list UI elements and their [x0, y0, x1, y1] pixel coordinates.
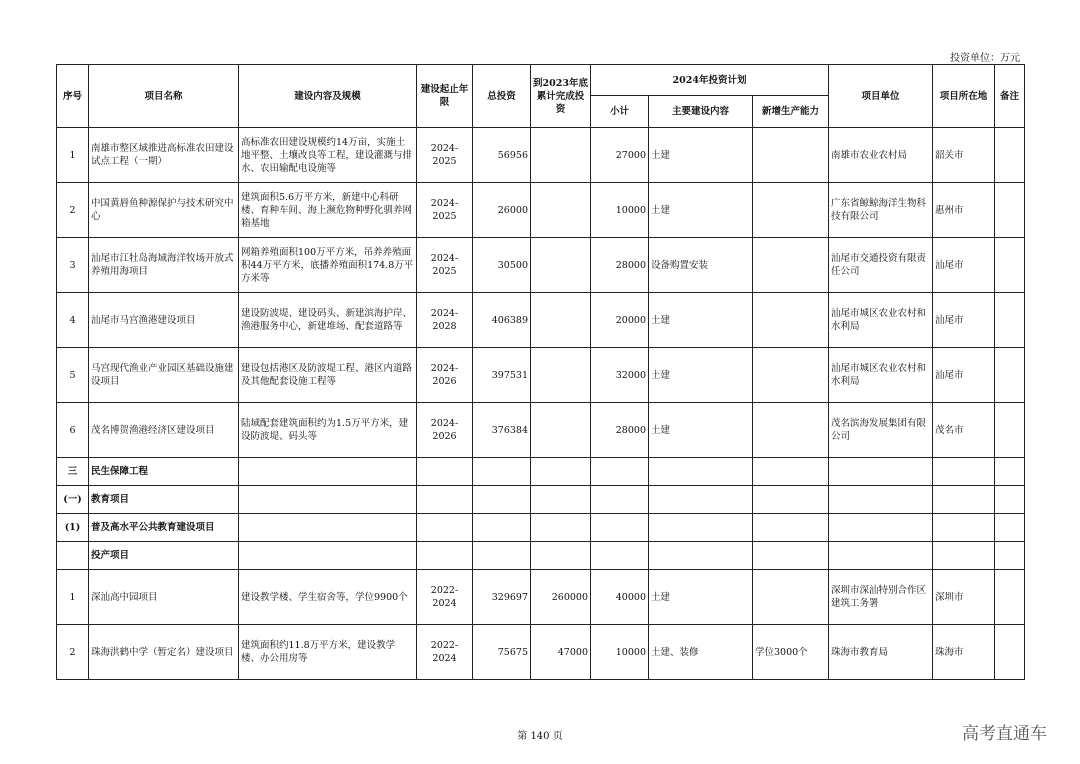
cell-note	[995, 403, 1025, 458]
page-number: 第 140 页	[517, 731, 563, 742]
section-name: 民生保障工程	[89, 458, 239, 486]
cell-location: 珠海市	[933, 625, 995, 680]
cell-seq: 2	[57, 625, 89, 680]
section-name: 普及高水平公共教育建设项目	[89, 514, 239, 542]
cell-main-content: 土建	[649, 570, 753, 625]
cell-content: 建筑面积5.6万平方米，新建中心科研楼、育种车间、海上濒危物种野化驯养网箱基地	[239, 183, 417, 238]
cell-capacity: 学位3000个	[753, 625, 829, 680]
cell-done	[531, 128, 591, 183]
cell-total: 406389	[473, 293, 531, 348]
header-capacity: 新增生产能力	[753, 96, 829, 128]
cell-unit: 广东省鲸鲸海洋生物科技有限公司	[829, 183, 933, 238]
section-row	[57, 542, 1025, 570]
cell-location: 惠州市	[933, 183, 995, 238]
header-subtotal: 小计	[591, 96, 649, 128]
cell-total: 26000	[473, 183, 531, 238]
cell-period: 2022-2024	[417, 625, 473, 680]
cell-subtotal: 28000	[591, 238, 649, 293]
cell-note	[995, 570, 1025, 625]
header-period: 建设起止年限	[417, 65, 473, 128]
cell-note	[995, 348, 1025, 403]
cell-main-content: 土建	[649, 403, 753, 458]
section-row	[57, 458, 1025, 486]
cell-name: 汕尾市马宫渔港建设项目	[89, 293, 239, 348]
cell-name: 茂名博贺渔港经济区建设项目	[89, 403, 239, 458]
table-row	[57, 625, 1025, 680]
cell-subtotal: 20000	[591, 293, 649, 348]
cell-total: 56956	[473, 128, 531, 183]
table-row	[57, 128, 1025, 183]
cell-unit: 茂名滨海发展集团有限公司	[829, 403, 933, 458]
cell-done	[531, 403, 591, 458]
section-name: 投产项目	[89, 542, 239, 570]
header-plan2024: 2024年投资计划	[591, 65, 829, 96]
cell-total: 397531	[473, 348, 531, 403]
cell-name: 中国黄唇鱼种源保护与技术研究中心	[89, 183, 239, 238]
cell-location: 深圳市	[933, 570, 995, 625]
section-row	[57, 514, 1025, 542]
cell-seq: 3	[57, 238, 89, 293]
cell-subtotal: 28000	[591, 403, 649, 458]
cell-note	[995, 238, 1025, 293]
cell-period: 2024-2026	[417, 403, 473, 458]
cell-location: 汕尾市	[933, 348, 995, 403]
header-name: 项目名称	[89, 65, 239, 128]
header-total: 总投资	[473, 65, 531, 128]
cell-content: 建设教学楼、学生宿舍等，学位9900个	[239, 570, 417, 625]
cell-note	[995, 128, 1025, 183]
cell-total: 376384	[473, 403, 531, 458]
section-seq	[57, 542, 89, 570]
cell-unit: 汕尾市城区农业农村和水利局	[829, 348, 933, 403]
cell-location: 韶关市	[933, 128, 995, 183]
cell-done: 47000	[531, 625, 591, 680]
cell-period: 2024-2025	[417, 238, 473, 293]
section-seq: 三	[57, 458, 89, 486]
cell-capacity	[753, 570, 829, 625]
section-seq: (一)	[57, 486, 89, 514]
cell-capacity	[753, 238, 829, 293]
cell-content: 网箱养殖面积100万平方米，吊养养殖面积44万平方米，底播养殖面积174.8万平方米等	[239, 238, 417, 293]
table-row	[57, 293, 1025, 348]
cell-note	[995, 625, 1025, 680]
cell-content: 高标准农田建设规模约14万亩，实施土地平整、土壤改良等工程，建设灌溉与排水、农田输配电设施等	[239, 128, 417, 183]
section-row	[57, 486, 1025, 514]
header-seq: 序号	[57, 65, 89, 128]
cell-total: 329697	[473, 570, 531, 625]
cell-unit: 汕尾市城区农业农村和水利局	[829, 293, 933, 348]
cell-name: 马宫现代渔业产业园区基础设施建设项目	[89, 348, 239, 403]
cell-main-content: 设备购置安装	[649, 238, 753, 293]
header-location: 项目所在地	[933, 65, 995, 128]
cell-seq: 2	[57, 183, 89, 238]
cell-done	[531, 238, 591, 293]
cell-subtotal: 40000	[591, 570, 649, 625]
cell-period: 2024-2026	[417, 348, 473, 403]
cell-unit: 珠海市教育局	[829, 625, 933, 680]
cell-main-content: 土建	[649, 128, 753, 183]
cell-main-content: 土建	[649, 293, 753, 348]
cell-unit: 南雄市农业农村局	[829, 128, 933, 183]
cell-subtotal: 32000	[591, 348, 649, 403]
cell-total: 75675	[473, 625, 531, 680]
table-row	[57, 348, 1025, 403]
header-note: 备注	[995, 65, 1025, 128]
header-main-content: 主要建设内容	[649, 96, 753, 128]
watermark: 高考直通车	[962, 724, 1047, 744]
cell-content: 陆域配套建筑面积约为1.5万平方米，建设防波堤、码头等	[239, 403, 417, 458]
cell-seq: 5	[57, 348, 89, 403]
cell-period: 2022-2024	[417, 570, 473, 625]
header-unit: 项目单位	[829, 65, 933, 128]
cell-subtotal: 27000	[591, 128, 649, 183]
cell-location: 汕尾市	[933, 293, 995, 348]
section-seq: (1)	[57, 514, 89, 542]
cell-seq: 1	[57, 570, 89, 625]
table-row	[57, 238, 1025, 293]
section-name: 教育项目	[89, 486, 239, 514]
table-row	[57, 403, 1025, 458]
cell-name: 汕尾市江牡岛海域海洋牧场开放式养殖用海项目	[89, 238, 239, 293]
cell-capacity	[753, 128, 829, 183]
cell-unit: 汕尾市交通投资有限责任公司	[829, 238, 933, 293]
cell-note	[995, 183, 1025, 238]
cell-period: 2024-2025	[417, 128, 473, 183]
investment-unit-label: 投资单位：万元	[950, 53, 1020, 64]
cell-total: 30500	[473, 238, 531, 293]
cell-done	[531, 348, 591, 403]
cell-unit: 深圳市深汕特别合作区建筑工务署	[829, 570, 933, 625]
cell-done	[531, 183, 591, 238]
cell-seq: 1	[57, 128, 89, 183]
header-content: 建设内容及规模	[239, 65, 417, 128]
cell-name: 深汕高中园项目	[89, 570, 239, 625]
cell-content: 建设防波堤、建设码头、新建滨海护岸、渔港服务中心，新建堆场、配套道路等	[239, 293, 417, 348]
cell-main-content: 土建	[649, 348, 753, 403]
cell-subtotal: 10000	[591, 625, 649, 680]
cell-done: 260000	[531, 570, 591, 625]
cell-seq: 4	[57, 293, 89, 348]
cell-content: 建筑面积约11.8万平方米，建设教学楼、办公用房等	[239, 625, 417, 680]
cell-period: 2024-2028	[417, 293, 473, 348]
cell-capacity	[753, 403, 829, 458]
cell-period: 2024-2025	[417, 183, 473, 238]
header-done2023: 到2023年底累计完成投资	[531, 65, 591, 128]
cell-main-content: 土建	[649, 183, 753, 238]
cell-subtotal: 10000	[591, 183, 649, 238]
cell-name: 珠海洪鹤中学（暂定名）建设项目	[89, 625, 239, 680]
cell-location: 汕尾市	[933, 238, 995, 293]
cell-main-content: 土建、装修	[649, 625, 753, 680]
cell-location: 茂名市	[933, 403, 995, 458]
table-row	[57, 570, 1025, 625]
cell-name: 南雄市整区域推进高标准农田建设试点工程（一期）	[89, 128, 239, 183]
cell-capacity	[753, 293, 829, 348]
table-row	[57, 183, 1025, 238]
investment-plan-table	[56, 64, 1025, 680]
cell-note	[995, 293, 1025, 348]
cell-seq: 6	[57, 403, 89, 458]
cell-done	[531, 293, 591, 348]
cell-capacity	[753, 348, 829, 403]
cell-content: 建设包括港区及防波堤工程、港区内道路及其他配套设施工程等	[239, 348, 417, 403]
cell-capacity	[753, 183, 829, 238]
